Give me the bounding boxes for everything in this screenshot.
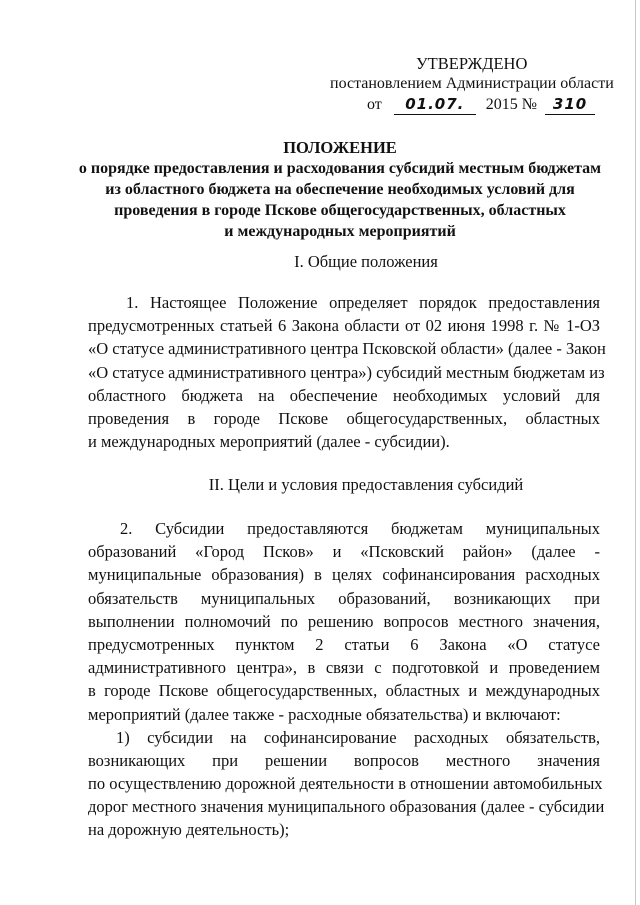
year-number-label: 2015 № — [485, 96, 538, 113]
section-2-title: II. Цели и условия предоставления субсидий — [208, 475, 524, 494]
paragraph-line: и международных мероприятий (далее - субсидии). — [88, 432, 450, 452]
list-item-line: дорог местного значения муниципального образования (далее - субсидии — [88, 797, 605, 817]
paragraph-line: административного центра», в связи с подготовкой и проведением — [88, 658, 600, 678]
heading-line: из областного бюджета на обеспечение необходимых условий для — [105, 181, 575, 198]
paragraph-line: выполнении полномочий по решению вопросов местного значения, — [88, 611, 600, 631]
handwritten-number: 310 — [545, 94, 595, 115]
paragraph-line: 1. Настоящее Положение определяет порядок предоставления — [126, 293, 600, 312]
paragraph-line: областного бюджета на обеспечение необходимых условий для — [88, 385, 600, 405]
approval-date-row — [367, 94, 595, 115]
paragraph-line: муниципальные образования) в целях софинансирования расходных — [88, 565, 600, 585]
scan-edge — [635, 0, 636, 905]
approval-title: УТВЕРЖДЕНО — [416, 54, 528, 73]
section-1-paragraph — [88, 291, 606, 453]
list-item-line: 1) субсидии на софинансирование расходных обязательств, — [116, 727, 600, 747]
heading-line: о порядке предоставления и расходования субсидий местным бюджетам — [78, 160, 602, 177]
list-item-line: на дорожную деятельность); — [88, 820, 290, 840]
heading-line: проведения в городе Пскове общегосударственных, областных — [114, 202, 566, 219]
paragraph-line: проведения в городе Пскове общегосударственных, областных — [88, 408, 600, 428]
paragraph-line: образований «Город Псков» и «Псковский район» (далее - — [88, 542, 600, 562]
list-item-line: по осуществлению дорожной деятельности в отношении автомобильных — [88, 774, 603, 794]
paragraph-line: предусмотренных статьей 6 Закона области от 02 июня 1998 г. № 1-ОЗ — [88, 316, 600, 336]
section-2-paragraph — [88, 517, 605, 842]
date-prefix: от — [367, 96, 382, 113]
approval-by: постановлением Администрации области — [330, 75, 614, 92]
document-heading — [60, 137, 620, 242]
paragraph-line: в городе Пскове общегосударственных, областных и международных — [88, 681, 600, 701]
list-item-line: возникающих при решении вопросов местного значения — [88, 750, 600, 770]
paragraph-line: мероприятий (далее также - расходные обязательства) и включают: — [88, 704, 561, 724]
paragraph-line: предусмотренных пунктом 2 статьи 6 Закона «О статусе — [88, 634, 600, 654]
paragraph-line: «О статусе административного центра Псковской области» (далее - Закон — [88, 339, 606, 359]
paragraph-line: обязательств муниципальных образований, возникающих при — [88, 588, 600, 608]
section-1-title: I. Общие положения — [294, 252, 438, 271]
paragraph-line: 2. Субсидии предоставляются бюджетам муниципальных — [120, 519, 600, 538]
handwritten-date: 01.07. — [394, 94, 476, 115]
document-title: ПОЛОЖЕНИЕ — [283, 138, 397, 157]
heading-line: и международных мероприятий — [224, 223, 456, 240]
paragraph-line: «О статусе административного центра») субсидий местным бюджетам из — [88, 362, 605, 382]
